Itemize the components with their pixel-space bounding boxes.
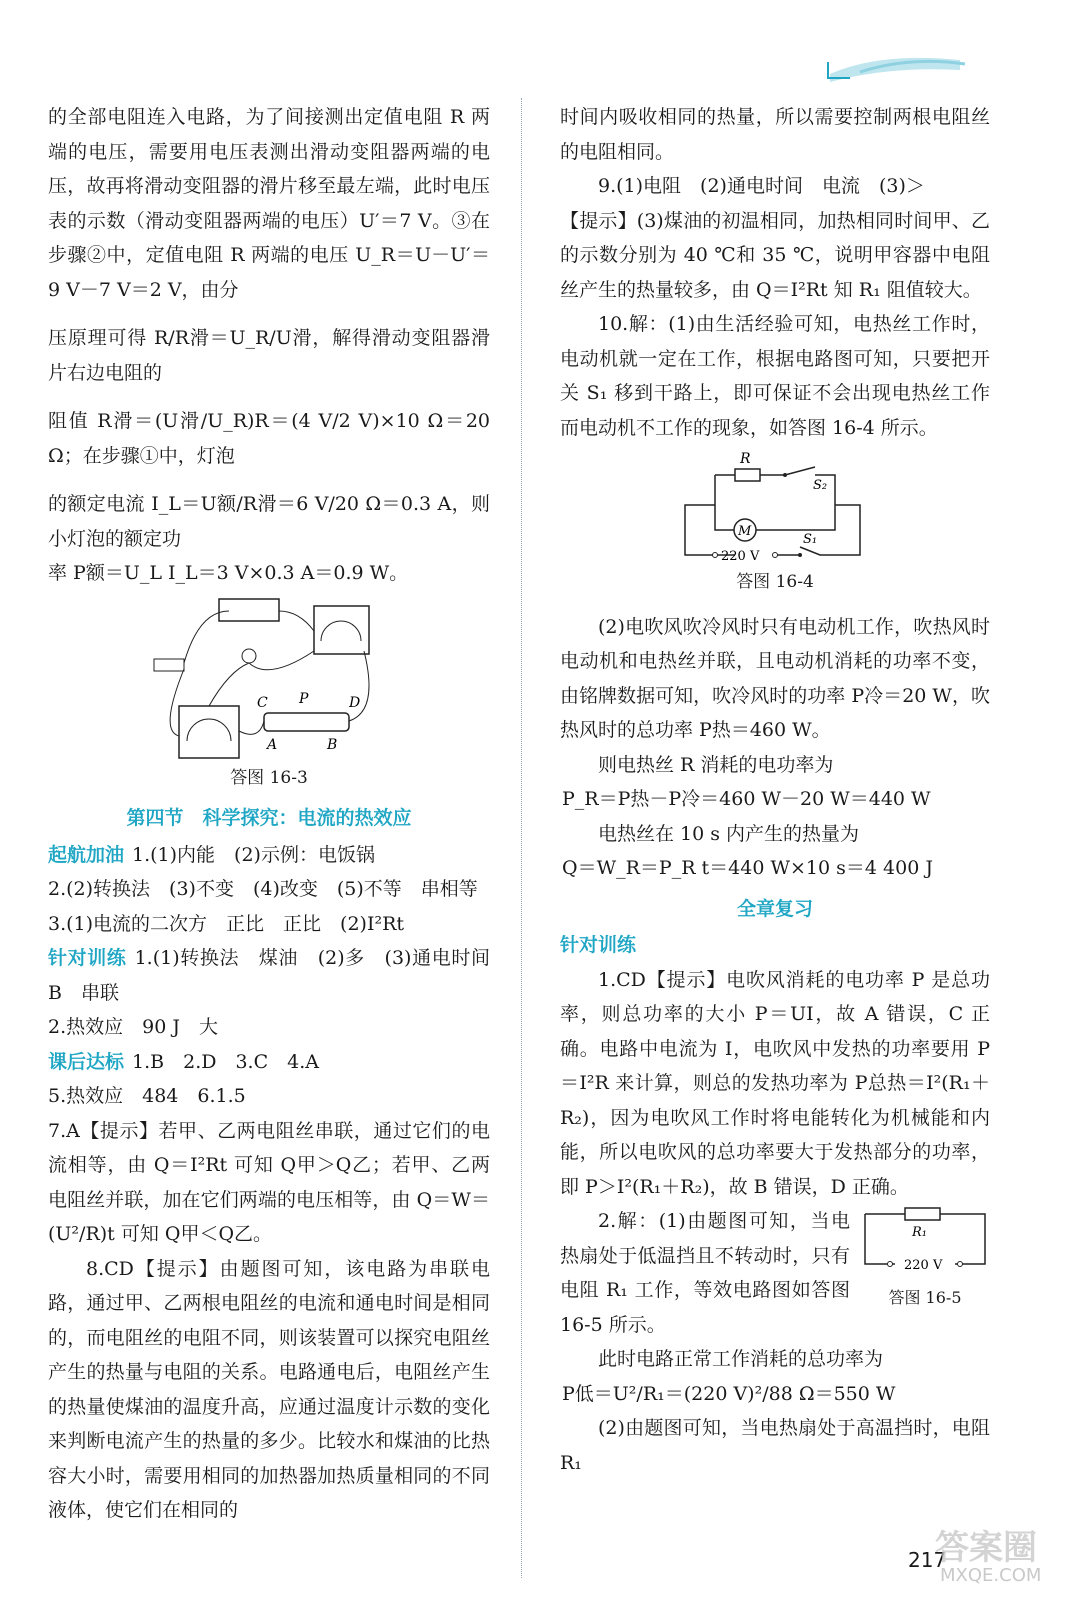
zhendui-a1: 1.(1)转换法 煤油 (2)多 (3)通电时间 B 串联	[48, 947, 510, 1004]
figure-16-5	[860, 1204, 990, 1310]
circuit-figure-16-4	[675, 445, 875, 565]
review-answer-2-calc: 此时电路正常工作消耗的总功率为	[598, 1348, 884, 1370]
fig5-v: 220 V	[904, 1258, 943, 1273]
right-column	[560, 100, 990, 1480]
fig4-s2: S₂	[813, 478, 828, 493]
page-number: 217	[908, 1548, 947, 1572]
fig4-v: 220 V	[721, 549, 760, 564]
answer-7: 7.A【提示】若甲、乙两电阻丝串联，通过它们的电流相等，由 Q＝I²Rt 可知 Q甲＞Q乙；若甲、乙两电阻丝并联，加在它们两端的电压相等，由 Q＝W＝(U²/R)t 可知 Q甲＜Q乙。	[48, 1119, 490, 1245]
answer-9: 9.(1)电阻 (2)通电时间 电流 (3)＞	[598, 175, 925, 197]
experiment-circuit-figure	[149, 591, 389, 761]
qihang-a3: 3.(1)电流的二次方 正比 正比 (2)I²Rt	[48, 912, 405, 935]
tag-zhendui: 针对训练	[48, 947, 127, 969]
column-divider	[521, 98, 522, 1578]
left-para-2: 压原理可得 R/R滑＝U_R/U滑，解得滑动变阻器滑片右边电阻的	[48, 327, 490, 384]
review-answer-1: 1.CD【提示】电吹风消耗的电功率 P 是总功率，则总功率的大小 P＝UI，故 A 错误，C 正确。电路中电流为 I，电吹风中发热的功率要用 P＝I²R 来计算，则总的发热功率为 P总热＝I²(R₁＋R₂)，因为电吹风工作时将电能转化为机械能和内能，所以电吹风的总功率要大于发热部分的功率，即 P＞I²(R₁＋R₂)，故 B 错误，D 正确。	[560, 968, 990, 1198]
circuit-figure-16-5	[860, 1204, 990, 1274]
fig3-label-a: A	[267, 736, 278, 753]
header-decoration	[820, 42, 970, 92]
kehou-a2: 5.热效应 484 6.1.5	[48, 1085, 246, 1107]
answer-9-hint: 【提示】(3)煤油的初温相同，加热相同时间甲、乙的示数分别为 40 ℃和 35 ℃，说明甲容器中电阻丝产生的热量较多，由 Q＝I²Rt 知 R₁ 阻值较大。	[560, 209, 990, 301]
fig4-s1: S₁	[803, 532, 818, 547]
tag-kehou: 课后达标	[48, 1050, 125, 1073]
zhendui-a2: 2.热效应 90 J 大	[48, 1016, 218, 1038]
fig3-label-c: C	[257, 694, 268, 711]
answer-10-part-2: (2)电吹风吹冷风时只有电动机工作，吹热风时电动机和电热丝并联，且电动机消耗的功率不变，由铭牌数据可知，吹冷风时的功率 P冷＝20 W，吹热风时的总功率 P热＝460 W。	[560, 615, 990, 741]
fig5-r1: R₁	[912, 1225, 927, 1240]
qihang-a2: 2.(2)转换法 (3)不变 (4)改变 (5)不等 串相等	[48, 878, 478, 900]
review-answer-2-part-2: (2)由题图可知，当电热扇处于高温挡时，电阻 R₁	[560, 1417, 990, 1474]
fig4-r: R	[740, 451, 751, 467]
tag-qihang: 起航加油	[48, 843, 125, 866]
qihang-a1: 1.(1)内能 (2)示例：电饭锅	[132, 843, 375, 866]
fig3-label-p: P	[299, 690, 309, 707]
answer-10: 10.解：(1)由生活经验可知，电热丝工作时，电动机就一定在工作，根据电路图可知，只要把开关 S₁ 移到干路上，即可保证不会出现电热丝工作而电动机不工作的现象，如答图 16-4 所示。	[560, 313, 990, 439]
section-title: 第四节 科学探究：电流的热效应	[126, 807, 412, 829]
left-para-1: 的全部电阻连入电路，为了间接测出定值电阻 R 两端的电压，需要用电压表测出滑动变阻器两端的电压，故再将滑动变阻器的滑片移至最左端，此时电压表的示数（滑动变阻器两端的电压）U′＝7 V。③在步骤②中，定值电阻 R 两端的电压 U_R＝U－U′＝9 V－7 V＝2 V，由分	[48, 106, 490, 301]
fig3-label-d: D	[349, 694, 361, 711]
calc-line-1: 则电热丝 R 消耗的电功率为	[598, 753, 834, 776]
fig-16-5-caption: 答图 16-5	[888, 1287, 962, 1307]
fig3-label-b: B	[327, 736, 338, 753]
right-para-1: 时间内吸收相同的热量，所以需要控制两根电阻丝的电阻相同。	[560, 106, 990, 163]
review-answer-2: 2.解：(1)由题图可知，当电热扇处于低温挡且不转动时，只有电阻 R₁ 工作，等效电路图如答图 16-5 所示。	[560, 1210, 850, 1336]
fig-16-4-caption: 答图 16-4	[736, 572, 814, 592]
watermark-logo: 答案圈	[935, 1528, 1037, 1568]
fig4-m: M	[738, 524, 752, 539]
tag-zhendui-review: 针对训练	[560, 934, 637, 956]
chapter-review-title: 全章复习	[736, 897, 813, 920]
watermark-url: MXQE.COM	[940, 1565, 1042, 1586]
answer-8: 8.CD【提示】由题图可知，该电路为串联电路，通过甲、乙两根电阻丝的电流和通电时间是相同的，而电阻丝的电阻不同，则该装置可以探究电阻丝产生的热量与电阻的关系。电路通电后，电阻丝产生的热量使煤油的温度升高，应通过温度计示数的变化来判断电流产生的热量的多少。比较水和煤油的比热容大小时，需要用相同的加热器加热质量相同的不同液体，使它们在相同的	[48, 1257, 490, 1521]
fig-16-3-caption: 答图 16-3	[230, 767, 308, 788]
calc-line-2: P_R＝P热－P冷＝460 W－20 W＝440 W	[562, 788, 931, 810]
review-answer-2-eq: P低＝U²/R₁＝(220 V)²/88 Ω＝550 W	[562, 1382, 896, 1405]
kehou-a1: 1.B 2.D 3.C 4.A	[132, 1050, 319, 1073]
calc-line-4: Q＝W_R＝P_R t＝440 W×10 s＝4 400 J	[562, 857, 933, 879]
calc-line-3: 电热丝在 10 s 内产生的热量为	[598, 822, 860, 845]
left-para-4: 的额定电流 I_L＝U额/R滑＝6 V/20 Ω＝0.3 A，则小灯泡的额定功	[48, 493, 490, 550]
left-para-3: 阻值 R滑＝(U滑/U_R)R＝(4 V/2 V)×10 Ω＝20 Ω；在步骤①中，灯泡	[48, 410, 490, 467]
left-para-5: 率 P额＝U_L I_L＝3 V×0.3 A＝0.9 W。	[48, 562, 409, 584]
left-column	[48, 100, 510, 1528]
